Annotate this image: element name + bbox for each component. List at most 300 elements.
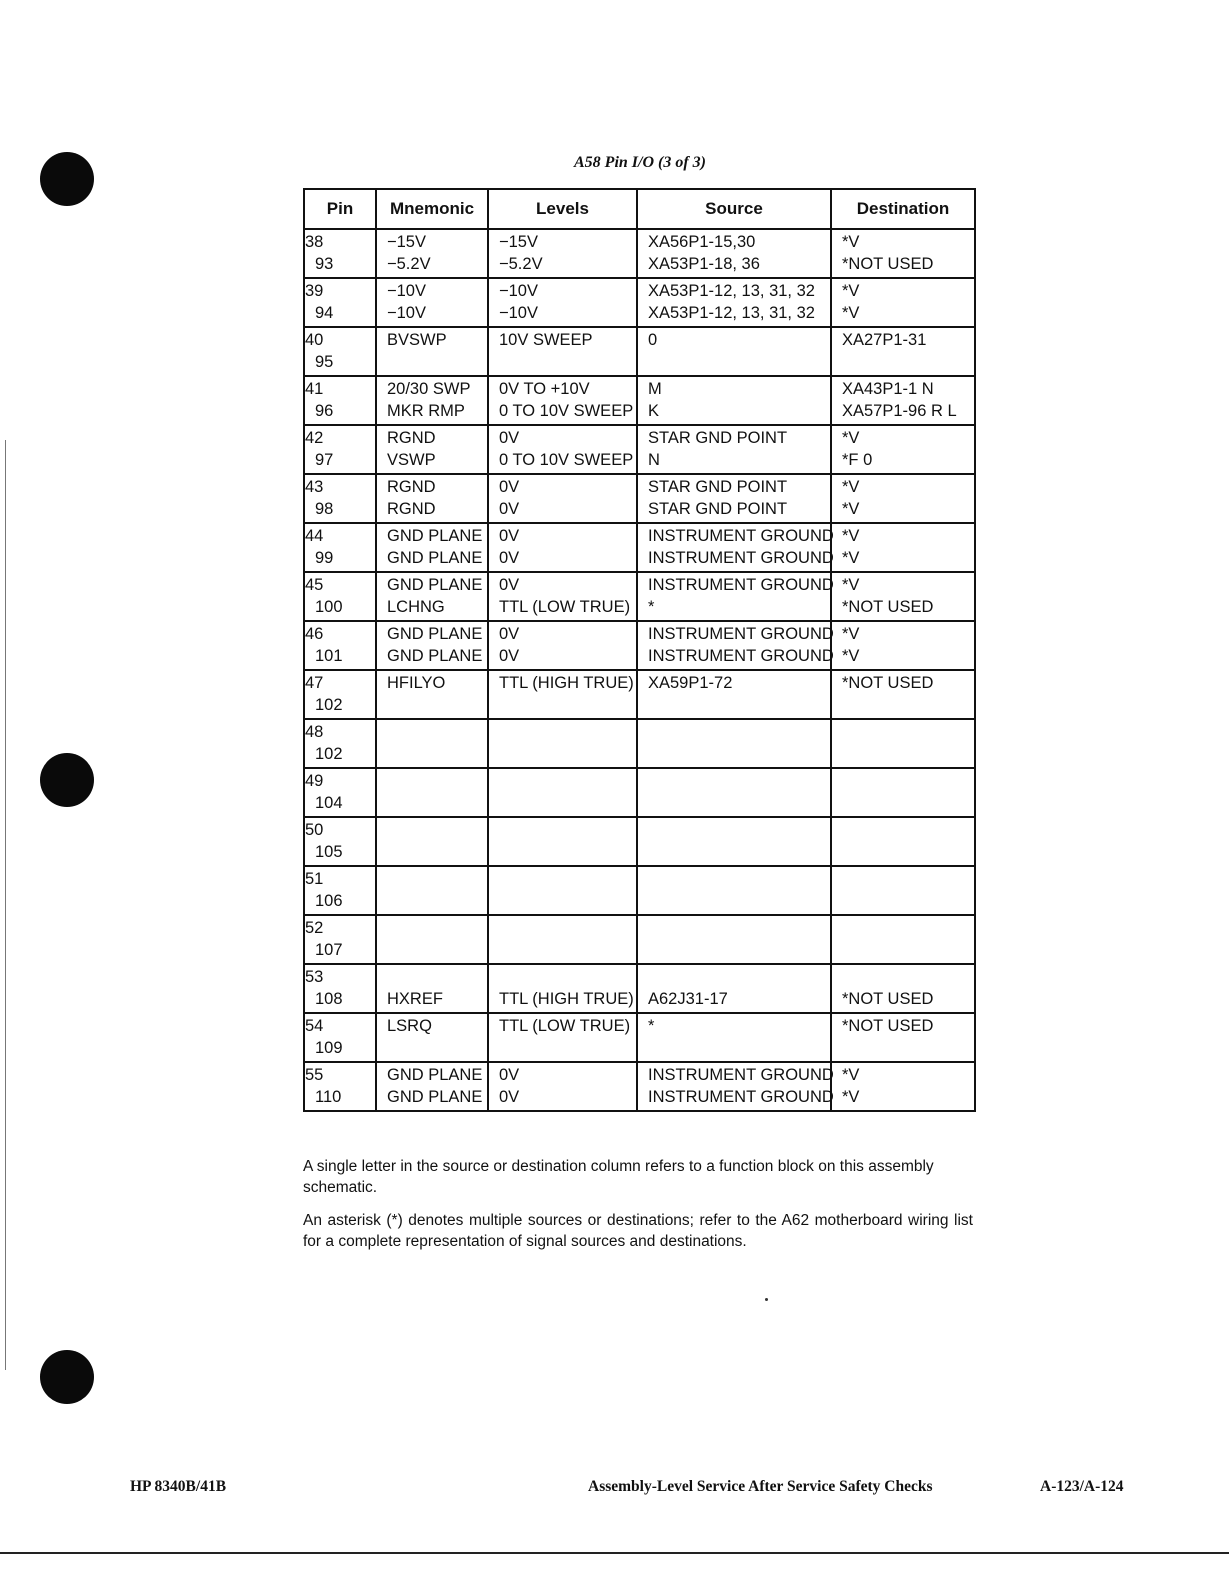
pin-cell xyxy=(304,278,376,327)
source-cell xyxy=(637,1013,831,1062)
pin-cell xyxy=(304,768,376,817)
punch-hole-middle xyxy=(40,753,94,807)
pin-cell xyxy=(304,866,376,915)
mnemonic-cell-line: RGND xyxy=(387,499,436,518)
source-cell-line: STAR GND POINT xyxy=(648,429,788,447)
destination-cell-line: *V xyxy=(842,527,860,545)
destination-cell-line: *NOT USED xyxy=(842,1017,934,1035)
source-cell-line: INSTRUMENT GROUND xyxy=(648,548,834,567)
levels-cell-line: −10V xyxy=(499,282,538,300)
source-cell-line: 0 xyxy=(648,331,658,349)
levels-cell-line xyxy=(499,352,636,374)
pin-cell-line: 100 xyxy=(315,597,343,616)
source-cell-line: STAR GND POINT xyxy=(648,478,788,496)
source-cell-line: XA56P1-15,30 xyxy=(648,233,756,251)
table-row xyxy=(304,474,975,523)
destination-cell-line: *V xyxy=(842,1066,860,1084)
pin-cell xyxy=(304,327,376,376)
source-cell-line: INSTRUMENT GROUND xyxy=(648,576,834,594)
mnemonic-cell-line: −5.2V xyxy=(387,254,431,273)
source-cell-line: INSTRUMENT GROUND xyxy=(648,646,834,665)
mnemonic-cell-line xyxy=(387,793,487,815)
destination-cell xyxy=(831,1062,975,1111)
destination-cell-line xyxy=(842,793,974,815)
punch-hole-bottom xyxy=(40,1350,94,1404)
mnemonic-cell-line xyxy=(387,967,487,989)
source-cell-line xyxy=(648,793,830,815)
mnemonic-cell-line: −10V xyxy=(387,303,426,322)
destination-cell xyxy=(831,719,975,768)
levels-cell-line: 0 TO 10V SWEEP xyxy=(499,450,634,469)
mnemonic-cell-line: GND PLANE xyxy=(387,548,483,567)
source-cell-line xyxy=(648,891,830,913)
mnemonic-cell-line xyxy=(387,891,487,913)
mnemonic-cell-line xyxy=(387,695,487,717)
levels-cell-line xyxy=(499,940,636,962)
pin-cell xyxy=(304,376,376,425)
destination-cell-line: *NOT USED xyxy=(842,254,934,273)
pin-cell xyxy=(304,1062,376,1111)
table-row xyxy=(304,964,975,1013)
pin-cell-line: 98 xyxy=(315,499,334,518)
pin-cell-line: 51 xyxy=(305,870,324,888)
levels-cell-line: −15V xyxy=(499,233,538,251)
table-row xyxy=(304,768,975,817)
source-cell-line: XA59P1-72 xyxy=(648,674,733,692)
table-row xyxy=(304,670,975,719)
mnemonic-cell xyxy=(376,278,488,327)
source-cell xyxy=(637,719,831,768)
source-cell xyxy=(637,327,831,376)
pin-cell-line: 110 xyxy=(315,1087,342,1106)
mnemonic-cell-line xyxy=(387,842,487,864)
col-header-source: Source xyxy=(637,189,831,229)
mnemonic-cell-line xyxy=(387,1038,487,1060)
table-row xyxy=(304,278,975,327)
levels-cell-line: −5.2V xyxy=(499,254,543,273)
source-cell xyxy=(637,670,831,719)
levels-cell-line: 0V xyxy=(499,576,520,594)
source-cell-line: A62J31-17 xyxy=(648,989,728,1008)
mnemonic-cell xyxy=(376,572,488,621)
source-cell-line: INSTRUMENT GROUND xyxy=(648,1066,834,1084)
levels-cell-line: TTL (LOW TRUE) xyxy=(499,1017,631,1035)
pin-cell-line: 108 xyxy=(315,989,343,1008)
mnemonic-cell-line xyxy=(387,771,487,793)
source-cell xyxy=(637,1062,834,1111)
source-cell xyxy=(637,915,831,964)
bottom-rule xyxy=(0,1552,1229,1554)
source-cell xyxy=(637,866,831,915)
page-edge-line xyxy=(5,440,6,1370)
levels-cell-line: TTL (HIGH TRUE) xyxy=(499,989,634,1008)
col-header-mnemonic: Mnemonic xyxy=(376,189,488,229)
pin-cell-line: 109 xyxy=(315,1038,343,1057)
pin-cell-line: 102 xyxy=(315,695,343,714)
levels-cell-line: 0V xyxy=(499,429,520,447)
table-row xyxy=(304,523,975,572)
source-cell-line xyxy=(648,869,830,891)
mnemonic-cell-line: GND PLANE xyxy=(387,576,483,594)
table-row xyxy=(304,817,975,866)
source-cell-line xyxy=(648,744,830,766)
pin-cell-line: 53 xyxy=(305,968,324,986)
levels-cell xyxy=(488,915,637,964)
source-cell-line: INSTRUMENT GROUND xyxy=(648,625,834,643)
levels-cell xyxy=(488,1062,637,1111)
mnemonic-cell-line: −10V xyxy=(387,282,426,300)
destination-cell-line: XA27P1-31 xyxy=(842,331,927,349)
destination-cell xyxy=(831,376,975,425)
table-title: A58 Pin I/O (3 of 3) xyxy=(574,154,706,171)
levels-cell xyxy=(488,523,637,572)
table-row xyxy=(304,621,975,670)
mnemonic-cell xyxy=(376,719,488,768)
destination-cell-line: *F 0 xyxy=(842,450,873,469)
destination-cell xyxy=(831,572,975,621)
pin-cell-line: 41 xyxy=(305,380,324,398)
destination-cell-line: *V xyxy=(842,478,860,496)
table-row xyxy=(304,719,975,768)
mnemonic-cell xyxy=(376,621,488,670)
destination-cell xyxy=(831,768,975,817)
destination-cell-line xyxy=(842,842,974,864)
levels-cell-line: TTL (HIGH TRUE) xyxy=(499,674,634,692)
mnemonic-cell-line: GND PLANE xyxy=(387,625,483,643)
destination-cell-line xyxy=(842,869,974,891)
pin-cell xyxy=(304,425,376,474)
pin-cell-line: 39 xyxy=(305,282,324,300)
pin-cell-line: 102 xyxy=(315,744,343,763)
pin-cell-line: 96 xyxy=(315,401,334,420)
mnemonic-cell-line xyxy=(387,918,487,940)
source-cell-line xyxy=(648,695,830,717)
levels-cell xyxy=(488,572,637,621)
mnemonic-cell-line: LCHNG xyxy=(387,597,445,616)
table-row xyxy=(304,572,975,621)
destination-cell-line: XA43P1-1 N xyxy=(842,380,934,398)
pin-cell-line: 42 xyxy=(305,429,324,447)
source-cell-line: * xyxy=(648,597,655,616)
levels-cell xyxy=(488,817,637,866)
pin-cell-line: 49 xyxy=(305,772,324,790)
pin-cell-line: 55 xyxy=(305,1066,324,1084)
source-cell xyxy=(637,768,831,817)
mnemonic-cell xyxy=(376,474,488,523)
mnemonic-cell-line xyxy=(387,744,487,766)
mnemonic-cell xyxy=(376,229,488,278)
destination-cell xyxy=(831,670,975,719)
mnemonic-cell xyxy=(376,768,488,817)
source-cell xyxy=(637,621,834,670)
pin-cell-line: 40 xyxy=(305,331,324,349)
levels-cell-line xyxy=(499,869,636,891)
pin-cell-line: 44 xyxy=(305,527,324,545)
pin-cell xyxy=(304,915,376,964)
pin-cell-line: 106 xyxy=(315,891,343,910)
destination-cell xyxy=(831,425,975,474)
pin-cell xyxy=(304,817,376,866)
destination-cell xyxy=(831,817,975,866)
destination-cell-line: *NOT USED xyxy=(842,597,934,616)
mnemonic-cell-line: 20/30 SWP xyxy=(387,380,471,398)
destination-cell-line: *V xyxy=(842,499,860,518)
pin-cell xyxy=(304,474,376,523)
levels-cell xyxy=(488,327,637,376)
pin-cell xyxy=(304,964,376,1013)
levels-cell xyxy=(488,474,637,523)
pin-cell-line: 48 xyxy=(305,723,324,741)
levels-cell-line xyxy=(499,891,636,913)
levels-cell xyxy=(488,670,637,719)
table-body xyxy=(304,229,975,1111)
source-cell xyxy=(637,523,834,572)
mnemonic-cell-line: RGND xyxy=(387,429,436,447)
source-cell xyxy=(637,278,831,327)
source-cell-line: * xyxy=(648,1017,655,1035)
pin-cell xyxy=(304,621,376,670)
levels-cell-line xyxy=(499,793,636,815)
destination-cell-line xyxy=(842,918,974,940)
pin-cell xyxy=(304,719,376,768)
levels-cell-line: 0 TO 10V SWEEP xyxy=(499,401,634,420)
levels-cell xyxy=(488,376,637,425)
mnemonic-cell xyxy=(376,964,488,1013)
destination-cell-line: *V xyxy=(842,282,860,300)
source-cell-line: XA53P1-12, 13, 31, 32 xyxy=(648,303,815,322)
pin-cell-line: 54 xyxy=(305,1017,324,1035)
pin-cell-line: 52 xyxy=(305,919,324,937)
source-cell-line xyxy=(648,820,830,842)
destination-cell xyxy=(831,327,975,376)
footer-left: HP 8340B/41B xyxy=(130,1478,227,1495)
destination-cell xyxy=(831,278,975,327)
destination-cell xyxy=(831,523,975,572)
destination-cell xyxy=(831,474,975,523)
mnemonic-cell-line: HXREF xyxy=(387,989,443,1008)
source-cell-line xyxy=(648,940,830,962)
col-header-pin: Pin xyxy=(304,189,376,229)
pin-cell xyxy=(304,523,376,572)
source-cell-line xyxy=(648,1038,830,1060)
pin-cell-line: 99 xyxy=(315,548,334,567)
mnemonic-cell-line: BVSWP xyxy=(387,331,447,349)
mnemonic-cell-line: VSWP xyxy=(387,450,436,469)
levels-cell xyxy=(488,425,637,474)
destination-cell-line: *V xyxy=(842,548,860,567)
destination-cell-line: *V xyxy=(842,625,860,643)
table-row xyxy=(304,915,975,964)
destination-cell-line: *NOT USED xyxy=(842,674,934,692)
pin-cell xyxy=(304,1013,376,1062)
mnemonic-cell xyxy=(376,327,488,376)
levels-cell-line: 0V xyxy=(499,548,520,567)
source-cell-line: M xyxy=(648,380,662,398)
source-cell-line: STAR GND POINT xyxy=(648,499,788,518)
source-cell-line xyxy=(648,967,830,989)
levels-cell-line: −10V xyxy=(499,303,538,322)
levels-cell-line: 10V SWEEP xyxy=(499,331,593,349)
mnemonic-cell-line xyxy=(387,352,487,374)
source-cell xyxy=(637,376,831,425)
source-cell xyxy=(637,229,831,278)
levels-cell-line xyxy=(499,842,636,864)
mnemonic-cell xyxy=(376,1013,488,1062)
table-row xyxy=(304,229,975,278)
note-single-letter: A single letter in the source or destination column refers to a function block on this assembly schematic. xyxy=(303,1158,934,1196)
mnemonic-cell-line: MKR RMP xyxy=(387,401,465,420)
pin-cell-line: 93 xyxy=(315,254,334,273)
levels-cell-line xyxy=(499,744,636,766)
source-cell xyxy=(637,817,831,866)
mnemonic-cell-line: RGND xyxy=(387,478,436,496)
levels-cell-line xyxy=(499,918,636,940)
source-cell xyxy=(637,572,834,621)
source-cell-line xyxy=(648,771,830,793)
levels-cell xyxy=(488,229,637,278)
destination-cell-line xyxy=(842,940,974,962)
destination-cell xyxy=(831,229,975,278)
pin-cell-line: 47 xyxy=(305,674,324,692)
levels-cell-line: 0V xyxy=(499,527,520,545)
source-cell-line xyxy=(648,722,830,744)
pin-cell-line: 95 xyxy=(315,352,334,371)
scan-speck xyxy=(765,1298,768,1301)
mnemonic-cell-line: −15V xyxy=(387,233,426,251)
pin-cell-line: 97 xyxy=(315,450,334,469)
mnemonic-cell xyxy=(376,425,488,474)
levels-cell xyxy=(488,278,637,327)
levels-cell-line xyxy=(499,695,636,717)
pin-cell-line: 105 xyxy=(315,842,343,861)
mnemonic-cell-line xyxy=(387,869,487,891)
mnemonic-cell-line xyxy=(387,722,487,744)
source-cell xyxy=(637,425,831,474)
mnemonic-cell xyxy=(376,817,488,866)
mnemonic-cell-line xyxy=(387,820,487,842)
source-cell-line: XA53P1-18, 36 xyxy=(648,254,760,273)
table-row xyxy=(304,1013,975,1062)
destination-cell-line xyxy=(842,891,974,913)
levels-cell-line: 0V xyxy=(499,1087,520,1106)
levels-cell-line xyxy=(499,967,636,989)
pin-cell-line: 38 xyxy=(305,233,324,251)
source-cell-line xyxy=(648,352,830,374)
pin-cell-line: 107 xyxy=(315,940,343,959)
source-cell-line: XA53P1-12, 13, 31, 32 xyxy=(648,282,815,300)
mnemonic-cell xyxy=(376,1062,488,1111)
mnemonic-cell xyxy=(376,670,488,719)
levels-cell xyxy=(488,621,637,670)
source-cell xyxy=(637,964,831,1013)
levels-cell xyxy=(488,768,637,817)
destination-cell xyxy=(831,964,975,1013)
levels-cell xyxy=(488,1013,637,1062)
mnemonic-cell-line: GND PLANE xyxy=(387,1087,483,1106)
punch-hole-top xyxy=(40,152,94,206)
source-cell-line: K xyxy=(648,401,660,420)
table-row xyxy=(304,1062,975,1111)
col-header-levels: Levels xyxy=(488,189,637,229)
footer-center: Assembly-Level Service After Service Safety Checks xyxy=(588,1478,933,1495)
destination-cell-line xyxy=(842,1038,974,1060)
mnemonic-cell xyxy=(376,866,488,915)
levels-cell-line xyxy=(499,1038,636,1060)
levels-cell-line: 0V xyxy=(499,646,520,665)
destination-cell xyxy=(831,1013,975,1062)
destination-cell-line xyxy=(842,352,974,374)
mnemonic-cell-line: LSRQ xyxy=(387,1017,432,1035)
pin-cell xyxy=(304,229,376,278)
source-cell-line: N xyxy=(648,450,660,469)
mnemonic-cell-line: GND PLANE xyxy=(387,1066,483,1084)
table-row xyxy=(304,866,975,915)
source-cell xyxy=(637,474,831,523)
levels-cell-line: 0V xyxy=(499,499,520,518)
destination-cell-line xyxy=(842,695,974,717)
col-header-destination: Destination xyxy=(831,189,975,229)
pin-io-table xyxy=(303,188,976,1112)
mnemonic-cell xyxy=(376,523,488,572)
destination-cell-line: XA57P1-96 R L xyxy=(842,401,957,420)
mnemonic-cell-line: GND PLANE xyxy=(387,527,483,545)
note-asterisk: An asterisk (*) denotes multiple sources or destinations; refer to the A62 motherboard wiring list for a complete representation of signal sources and destinations. xyxy=(303,1212,973,1250)
table-header-row xyxy=(304,189,975,229)
destination-cell xyxy=(831,866,975,915)
mnemonic-cell xyxy=(376,915,488,964)
mnemonic-cell-line: HFILYO xyxy=(387,674,446,692)
destination-cell-line: *NOT USED xyxy=(842,989,934,1008)
source-cell-line: INSTRUMENT GROUND xyxy=(648,527,834,545)
destination-cell-line: *V xyxy=(842,1087,860,1106)
footer-right: A-123/A-124 xyxy=(1040,1478,1124,1495)
destination-cell-line xyxy=(842,967,974,989)
destination-cell-line: *V xyxy=(842,646,860,665)
levels-cell-line: 0V xyxy=(499,625,520,643)
destination-cell-line xyxy=(842,744,974,766)
pin-cell xyxy=(304,572,376,621)
destination-cell-line: *V xyxy=(842,303,860,322)
mnemonic-cell-line: GND PLANE xyxy=(387,646,483,665)
levels-cell-line xyxy=(499,722,636,744)
levels-cell xyxy=(488,719,637,768)
levels-cell-line: TTL (LOW TRUE) xyxy=(499,597,631,616)
levels-cell-line xyxy=(499,820,636,842)
notes xyxy=(303,1156,973,1264)
pin-cell xyxy=(304,670,376,719)
destination-cell-line: *V xyxy=(842,233,860,251)
table-row xyxy=(304,425,975,474)
source-cell-line: INSTRUMENT GROUND xyxy=(648,1087,834,1106)
pin-cell-line: 104 xyxy=(315,793,343,812)
destination-cell-line xyxy=(842,771,974,793)
levels-cell-line: 0V TO +10V xyxy=(499,380,590,398)
destination-cell-line: *V xyxy=(842,429,860,447)
levels-cell xyxy=(488,964,637,1013)
mnemonic-cell xyxy=(376,376,488,425)
destination-cell xyxy=(831,915,975,964)
levels-cell-line xyxy=(499,771,636,793)
table-row xyxy=(304,327,975,376)
pin-cell-line: 45 xyxy=(305,576,324,594)
levels-cell-line: 0V xyxy=(499,478,520,496)
source-cell-line xyxy=(648,918,830,940)
levels-cell xyxy=(488,866,637,915)
table-row xyxy=(304,376,975,425)
destination-cell-line xyxy=(842,820,974,842)
pin-cell-line: 50 xyxy=(305,821,324,839)
pin-cell-line: 94 xyxy=(315,303,334,322)
